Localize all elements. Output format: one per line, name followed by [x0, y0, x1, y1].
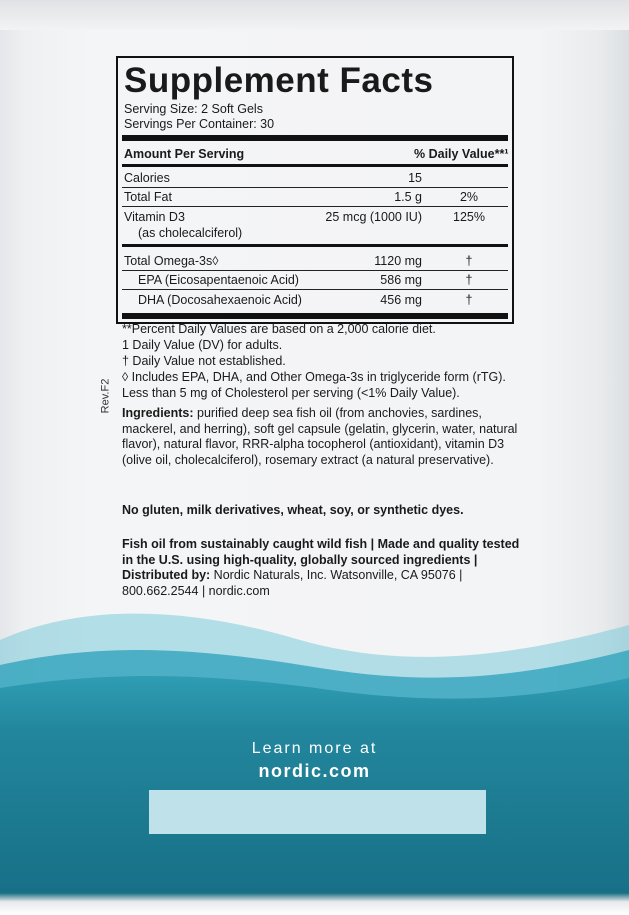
- row-rule: [122, 289, 508, 290]
- servings-per-container: Servings Per Container: 30: [124, 117, 275, 131]
- footnote: 1 Daily Value (DV) for adults.: [122, 338, 283, 352]
- serving-size: Serving Size: 2 Soft Gels: [124, 102, 263, 116]
- source-bold: Fish oil from sustainably caught wild fish | Made and quality tested in the U.S. using high-quality, globally sourced ingredients | Distributed by:: [122, 537, 520, 582]
- row-total-fat-dv: 2%: [459, 190, 479, 204]
- row-epa-dv: †: [465, 273, 473, 287]
- row-dha-dv: †: [465, 293, 473, 307]
- row-calories-amount: 15: [408, 171, 422, 185]
- row-vitamin-d3-name: Vitamin D3: [124, 210, 185, 224]
- row-epa-amount: 586 mg: [380, 273, 422, 287]
- blank-label-box: [149, 790, 486, 834]
- ingredients-text: purified deep sea fish oil (from anchovies, sardines, mackerel, and herring), soft gel capsule (gelatin, glycerin, water, natural flavor), natural flavor, RRR-alpha tocopherol (antioxidant), vitamin D3 (olive oil, cholecalciferol), rosemary extract (a natural preservative).: [122, 406, 518, 467]
- revision-code: Rev.F2: [99, 378, 112, 414]
- learn-more-text: Learn more at: [251, 740, 378, 757]
- row-dha-name: DHA (Docosahexaenoic Acid): [138, 293, 302, 307]
- medium-rule: [122, 244, 508, 247]
- row-calories-name: Calories: [124, 171, 170, 185]
- medium-rule: [122, 164, 508, 167]
- row-vitamin-d3-sub: (as cholecalciferol): [138, 226, 243, 240]
- footnote: † Daily Value not established.: [122, 354, 286, 368]
- row-omega3-name: Total Omega-3s◊: [124, 254, 219, 268]
- wave-main: [0, 676, 629, 900]
- free-from-statement: No gluten, milk derivatives, wheat, soy, or synthetic dyes.: [122, 503, 464, 517]
- thick-rule: [122, 135, 508, 141]
- footnote: **Percent Daily Values are based on a 2,000 calorie diet.: [122, 322, 436, 336]
- row-vitamin-d3-dv: 125%: [453, 210, 485, 224]
- row-dha-amount: 456 mg: [380, 293, 422, 307]
- row-rule: [122, 187, 508, 188]
- row-omega3-dv: †: [465, 254, 473, 268]
- footnote: Less than 5 mg of Cholesterol per serving (<1% Daily Value).: [122, 386, 460, 400]
- row-rule: [122, 270, 508, 271]
- row-omega3-amount: 1120 mg: [374, 254, 422, 268]
- footnote: ◊ Includes EPA, DHA, and Other Omega-3s in triglyceride form (rTG).: [122, 370, 506, 384]
- ingredients: [122, 406, 522, 468]
- website-text: nordic.com: [258, 761, 371, 781]
- row-rule: [122, 206, 508, 207]
- facts-title: Supplement Facts: [124, 61, 434, 100]
- row-epa-name: EPA (Eicosapentaenoic Acid): [138, 273, 299, 287]
- ingredients-label: Ingredients:: [122, 406, 194, 420]
- header-daily-value: % Daily Value**¹: [414, 147, 509, 161]
- row-total-fat-amount: 1.5 g: [394, 190, 422, 204]
- row-vitamin-d3-amount: 25 mcg (1000 IU): [325, 210, 422, 224]
- panel-bottom-edge: [0, 893, 629, 915]
- source-normal: Nordic Naturals, Inc. Watsonville, CA 95076 | 800.662.2544 | nordic.com: [122, 568, 463, 598]
- supplement-facts-box: [116, 56, 514, 324]
- source-statement: [122, 537, 522, 599]
- header-amount: Amount Per Serving: [124, 147, 245, 161]
- row-total-fat-name: Total Fat: [124, 190, 172, 204]
- thick-rule: [122, 313, 508, 319]
